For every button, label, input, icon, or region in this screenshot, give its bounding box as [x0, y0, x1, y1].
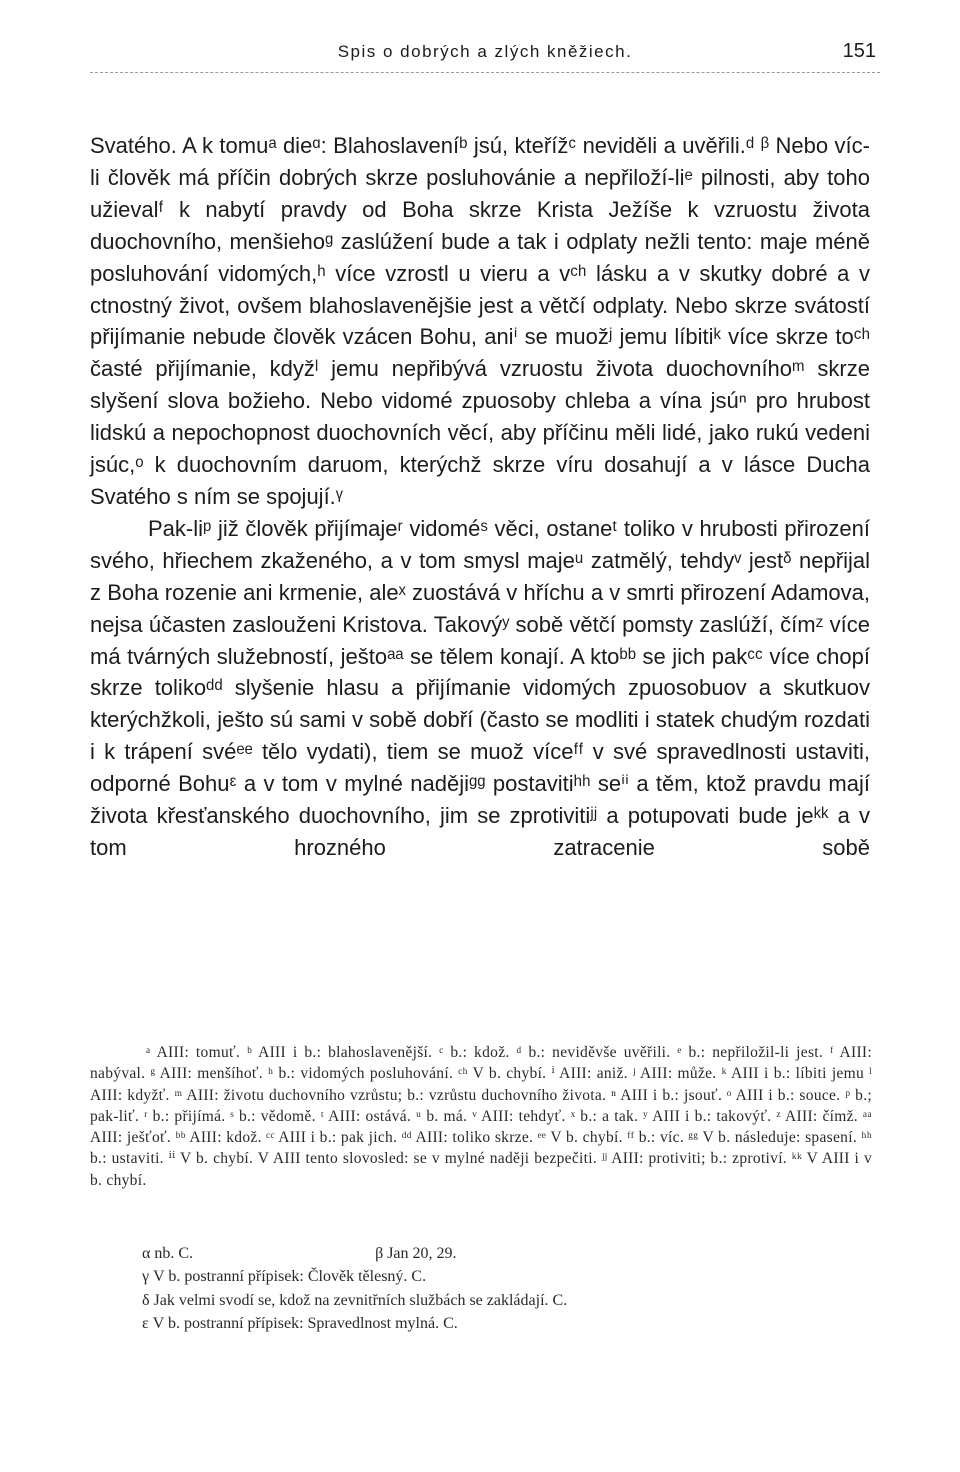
gloss-gamma: γ V b. postranní přípisek: Člověk tělesný. C.	[142, 1268, 427, 1286]
page-header	[90, 40, 880, 70]
critical-apparatus	[90, 1042, 872, 1191]
paragraph-2: Pak-liᵖ již člověk přijímajeʳ vidoméˢ věci, ostaneᵗ toliko v hrubosti přirození svého, hřiechem zkaženého, a v tom smysl majeᵘ zatmělý, tehdyᵛ jestᵟ nepřijal z Boha rozenie ani krmenie, aleˣ zuostává v hříchu a v smrti přirození Adamova, nejsa účasten zaslouženi Kristova. Takovýʸ sobě větčí pomsty zaslúží, čímᶻ více má tvárných služebností, ještoᵃᵃ se tělem konají. A ktoᵇᵇ se jich pakᶜᶜ více chopí skrze tolikoᵈᵈ slyšenie hlasu a přijímanie vidomých zpuosobuov a skutkuov kterýchžkoli, ješto sú sami v sobě dobří (často se modliti i statek chudým rozdati i k trápení svéᵉᵉ tělo vydati), tiem se muož víceᶠᶠ v své spravedlnosti ustaviti, odporné Bohuᵋ a v tom v mylné nadějiᵍᵍ postavitiʰʰ seⁱⁱ a těm, ktož pravdu mají života křesťanského duochovního, jim se zprotivitiʲʲ a potupovati bude jeᵏᵏ a v tom hrozného zatracenie sobě	[90, 515, 870, 860]
gloss-alpha: α nb. C.	[142, 1245, 194, 1262]
gloss-epsilon: ε V b. postranní přípisek: Spravedlnost mylná. C.	[142, 1315, 458, 1333]
running-head: Spis o dobrých a zlých kněžiech.	[337, 42, 633, 61]
header-rule	[90, 72, 880, 73]
apparatus-notes: ᵃ AIII: tomuť. ᵇ AIII i b.: blahoslavenější. ᶜ b.: kdož. ᵈ b.: neviděvše uvěřili. ᵉ b.: nepřiložil-li jest. ᶠ AIII: nabýval. ᵍ AIII: menšíhoť. ʰ b.: vidomých posluhování. ᶜʰ V b. chybí. ⁱ AIII: aniž. ʲ AIII: může. ᵏ AIII i b.: líbiti jemu ˡ AIII: kdyžť. ᵐ AIII: životu duchovního vzrůstu; b.: vzrůstu duchovního života. ⁿ AIII i b.: jsouť. ᵒ AIII i b.: souce. ᵖ b.; pak-liť. ʳ b.: přijímá. ˢ b.: vědomě. ᵗ AIII: ostává. ᵘ b. má. ᵛ AIII: tehdyť. ˣ b.: a tak. ʸ AIII i b.: takovýť. ᶻ AIII: čímž. ᵃᵃ AIII: ješťoť. ᵇᵇ AIII: kdož. ᶜᶜ AIII i b.: pak jich. ᵈᵈ AIII: toliko skrze. ᵉᵉ V b. chybí. ᶠᶠ b.: víc. ᵍᵍ V b. následuje: spasení. ʰʰ b.: ustaviti. ⁱⁱ V b. chybí. V AIII tento slovosled: se v mylné naději bezpečiti. ʲʲ AIII: protiviti; b.: zprotiví. ᵏᵏ V AIII i v b. chybí.	[90, 1044, 872, 1189]
page-number: 151	[842, 40, 876, 62]
main-text	[90, 130, 870, 864]
gloss-row-1	[142, 1242, 882, 1265]
gloss-delta: δ Jak velmi svodí se, kdož na zevnitřních službách se zakládají. C.	[142, 1291, 568, 1309]
paragraph-1: Svatého. A k tomuᵃ dieᵅ: Blahoslaveníᵇ jsú, kteřížᶜ neviděli a uvěřili.ᵈ ᵝ Nebo víc-li člověk má příčin dobrých skrze posluhovánie a nepřiloží-liᵉ pilnosti, aby toho užievalᶠ k nabytí pravdy od Boha skrze Krista Ježíše k vzruostu života duochovního, menšiehoᵍ zaslúžení bude a tak i odplaty nežli tento: maje méně posluhování vidomých,ʰ více vzrostl u vieru a vᶜʰ lásku a v skutky dobré a v ctnostný život, ovšem blahoslavenějšie jest a větčí odplaty. Nebo skrze svátostí přijímanie nebude člověk vzácen Bohu, aniⁱ se muožʲ jemu líbitiᵏ více skrze toᶜʰ časté přijímanie, kdyžˡ jemu nepřibývá vzruostu života duochovníhoᵐ skrze slyšení slova božieho. Nebo vidomé zpuosoby chleba a vína jsúⁿ pro hrubost lidskú a nepochopnost duochovních věcí, aby příčinu měli lidé, jako rukú vedeni jsúc,ᵒ k duochovním daruom, kterýchž skrze víru dosahují a v lásce Ducha Svatého s ním se spojují.ᵞ	[90, 133, 870, 509]
marginal-glosses	[142, 1242, 882, 1336]
gloss-beta: β Jan 20, 29.	[375, 1245, 457, 1262]
